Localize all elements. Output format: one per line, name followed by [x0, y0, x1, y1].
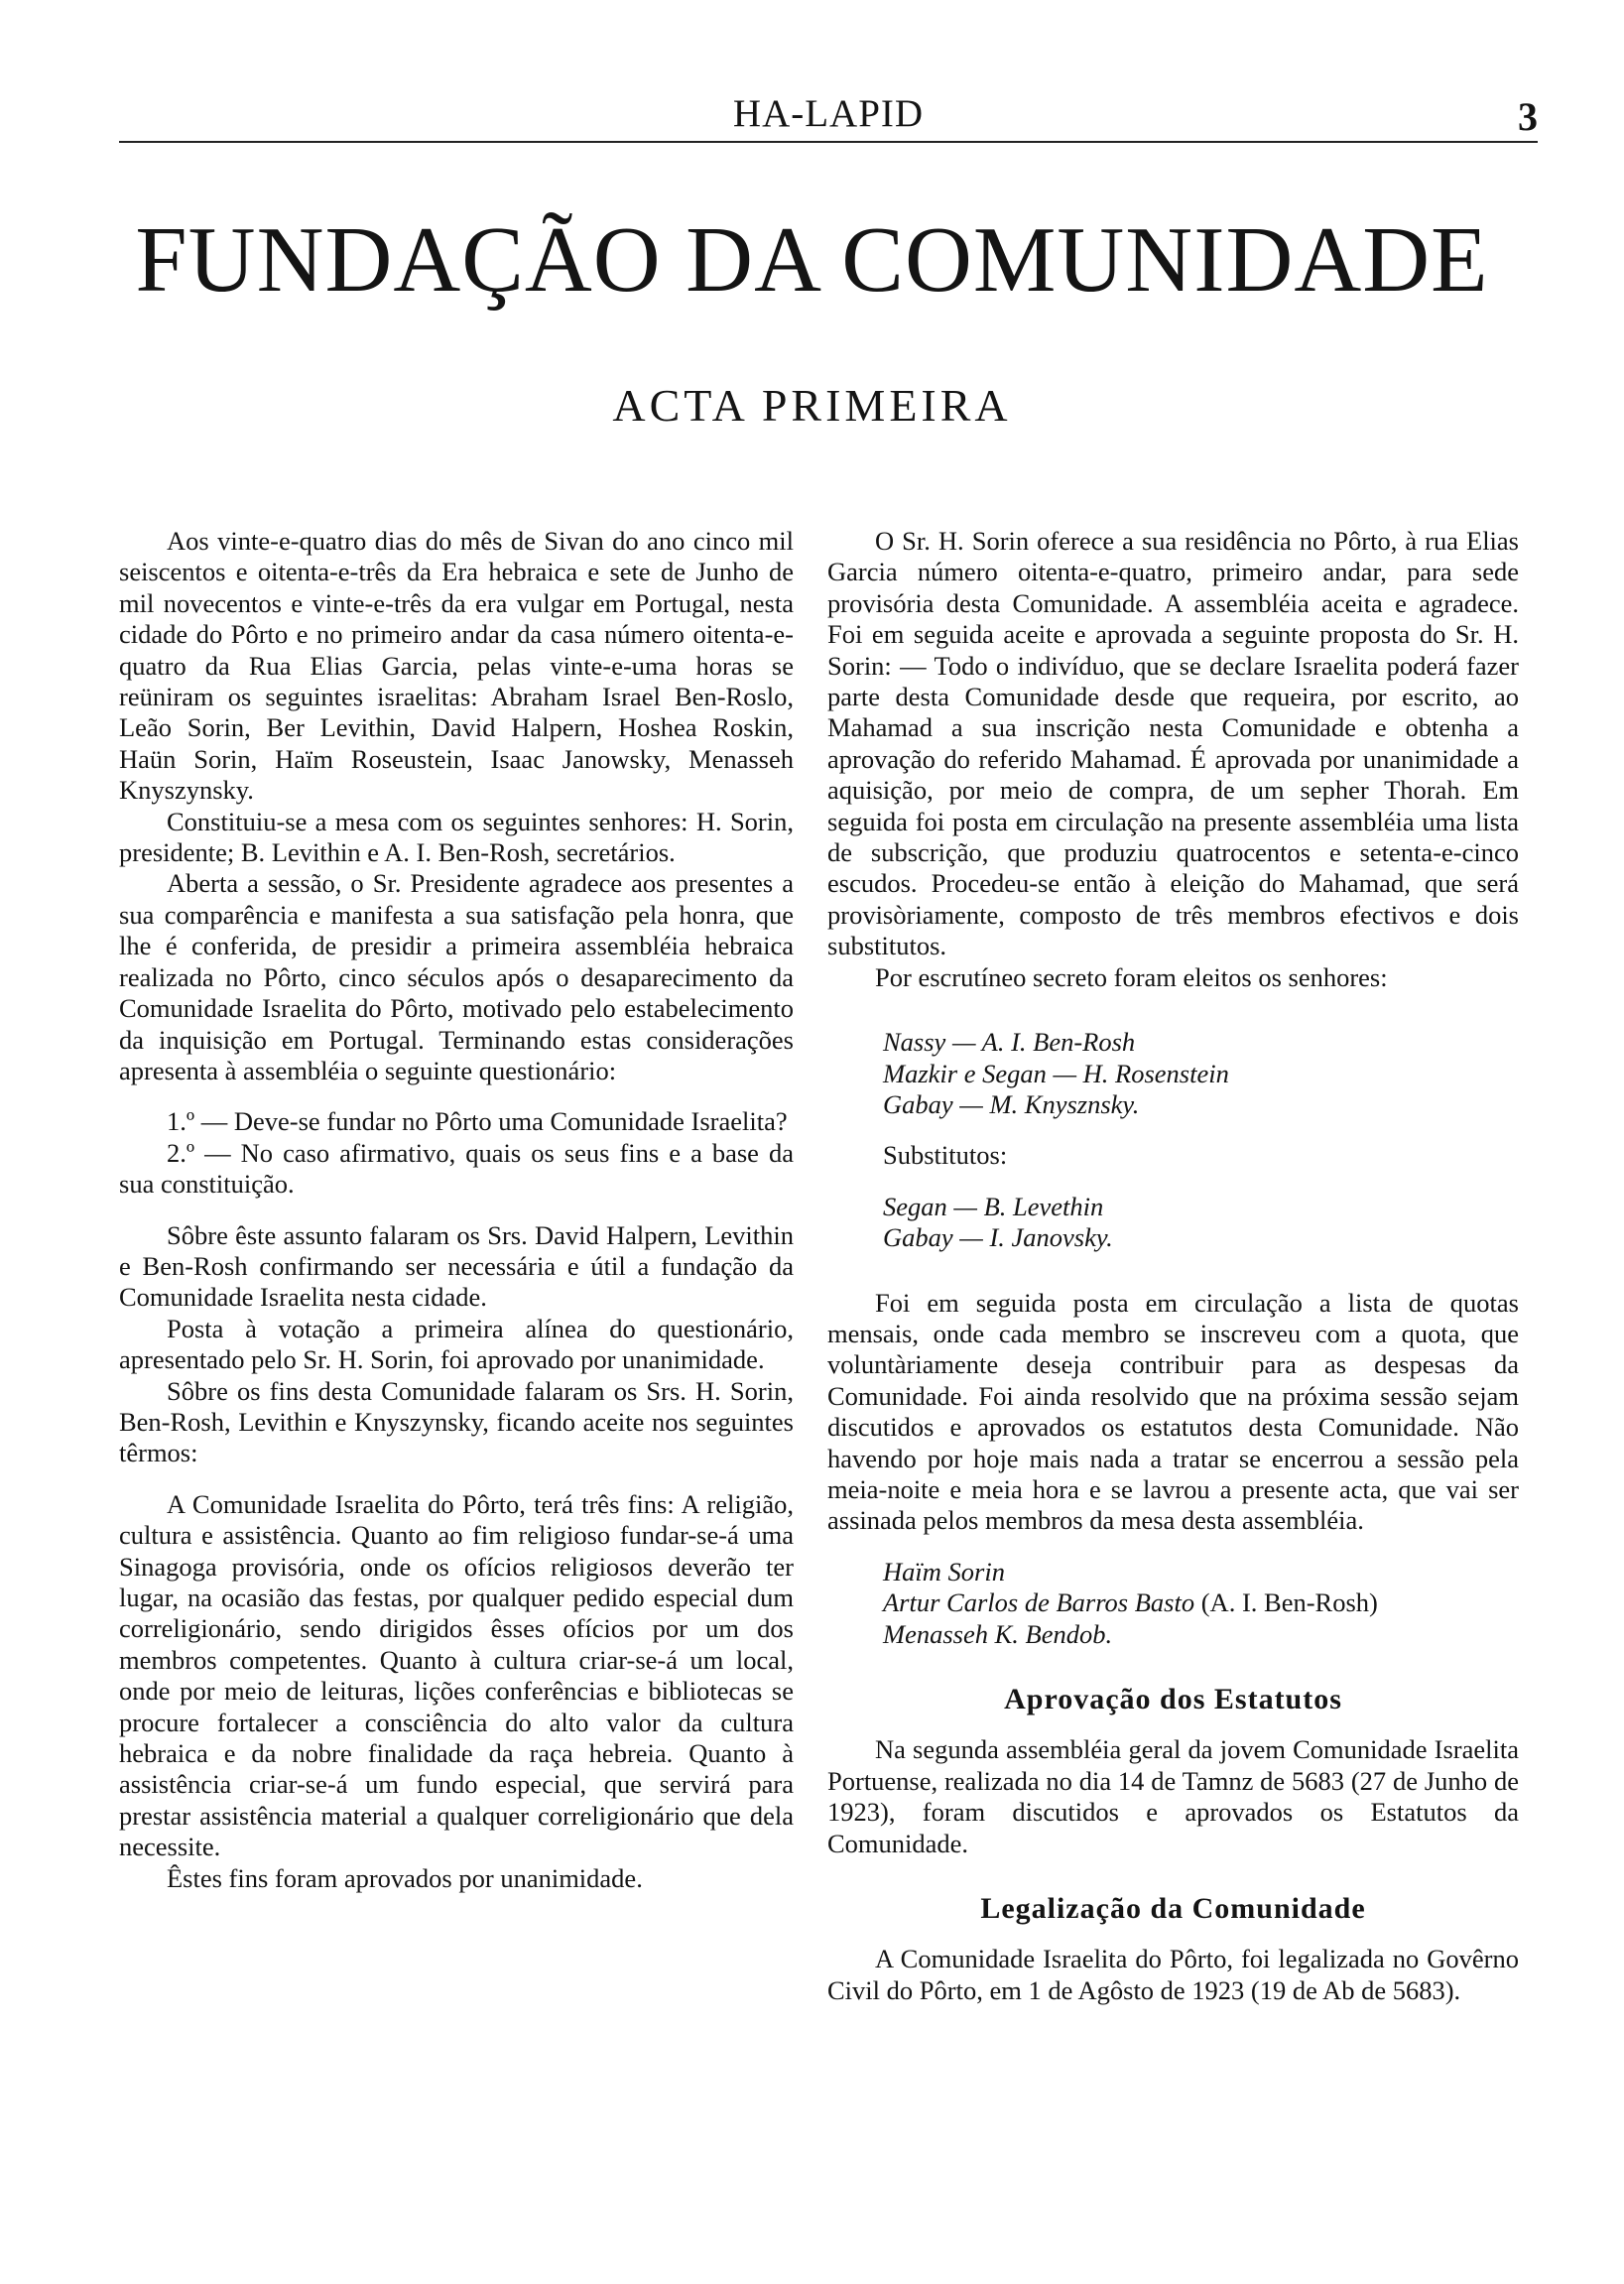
running-title: HA-LAPID	[732, 92, 925, 135]
signature: Menasseh K. Bendob.	[883, 1618, 1113, 1649]
page-number: 3	[1518, 94, 1538, 139]
question-2: 2.º — No caso afirmativo, quais os seus fins e a base da sua constituição.	[119, 1137, 794, 1200]
substitutes-label: Substitutos:	[883, 1140, 1008, 1171]
left-column	[119, 526, 794, 1894]
substitute-member: Segan — B. Levethin	[883, 1191, 1104, 1221]
paragraph: Constituiu-se a mesa com os seguintes senhores: H. Sorin, presidente; B. Levithin e A. I. Ben-Rosh, secretários.	[119, 806, 794, 868]
paragraph: O Sr. H. Sorin oferece a sua residência no Pôrto, à rua Elias Garcia número oitenta-e-quatro, primeiro andar, para sede provisória desta Comunidade. A assembléia aceita e agradece. Foi em seguida aceite e aprovada a seguinte proposta do Sr. H. Sorin: — Todo o indivíduo, que se declare Israelita poderá fazer parte desta Comunidade desde que requeira, por escrito, ao Mahamad a sua inscrição nesta Comunidade e obtenha a aprovação do referido Mahamad. É aprovada por unanimidade a aquisição, por meio de compra, de um sepher Thorah. Em seguida foi posta em circulação na presente assembléia uma lista de subscrição, que produziu quatrocentos e setenta-e-cinco escudos. Procedeu-se então à eleição do Mahamad, que será provisòriamente, composto de três membros efectivos e dois substitutos.	[827, 526, 1519, 961]
signature: Haïm Sorin	[883, 1556, 1005, 1586]
subtitle: ACTA PRIMEIRA	[612, 380, 1012, 431]
header-rule	[119, 141, 1538, 143]
elected-member: Gabay — M. Knysznsky.	[883, 1088, 1140, 1119]
paragraph: A Comunidade Israelita do Pôrto, terá três fins: A religião, cultura e assistência. Quanto ao fim religioso fundar-se-á uma Sinagoga provisória, onde os ofícios religiosos deverão ter lugar, na ocasião das festas, por qualquer pedido especial dum correligionário, sendo dirigidos êsses ofícios por um dos membros competentes. Quanto à cultura criar-se-á um local, onde por meio de leituras, lições conferências e bibliotecas se procure fortalecer a consciência do alto valor da cultura hebraica e da nobre finalidade da raça hebreia. Quanto à assistência criar-se-á um fundo especial, que servirá para prestar assistência material a qualquer correligionário que dela necessite.	[119, 1488, 794, 1862]
paragraph: Foi em seguida posta em circulação a lista de quotas mensais, onde cada membro se inscreveu com a quota, que voluntàriamente deseja contribuir para as despesas da Comunidade. Foi ainda resolvido que na próxima sessão sejam discutidos e aprovados os estatutos desta Comunidade. Não havendo por hoje mais nada a tratar se encerrou a sessão pela meia-noite e meia hora e se lavrou a presente acta, que vai ser assinada pelos membros da mesa desta assembléia.	[827, 1287, 1519, 1536]
section-heading: Aprovação dos Estatutos	[1004, 1683, 1342, 1715]
paragraph: Por escrutíneo secreto foram eleitos os senhores:	[875, 961, 1388, 992]
question-1: 1.º — Deve-se fundar no Pôrto uma Comunidade Israelita?	[167, 1106, 788, 1137]
paragraph: Na segunda assembléia geral da jovem Comunidade Israelita Portuense, realizada no dia 14 de Tamnz de 5683 (27 de Junho de 1923), foram discutidos e aprovados os Estatutos da Comunidade.	[827, 1734, 1519, 1858]
paragraph: Aberta a sessão, o Sr. Presidente agradece aos presentes a sua comparência e manifesta a sua satisfação pela honra, que lhe é conferida, de presidir a primeira assembléia hebraica realizada no Pôrto, cinco séculos após o desaparecimento da Comunidade Israelita do Pôrto, motivado pelo estabelecimento da inquisição em Portugal. Terminando estas considerações apresenta à assembléia o seguinte questionário:	[119, 868, 794, 1085]
substitutes-list	[827, 1192, 1519, 1254]
paragraph: Sôbre os fins desta Comunidade falaram os Srs. H. Sorin, Ben-Rosh, Levithin e Knyszynsky, ficando aceite nos seguintes têrmos:	[119, 1375, 794, 1468]
elected-list	[827, 1027, 1519, 1120]
paragraph: Aos vinte-e-quatro dias do mês de Sivan do ano cinco mil seiscentos e oitenta-e-três da Era hebraica e sete de Junho de mil novecentos e vinte-e-três da era vulgar em Portugal, nesta cidade do Pôrto e no primeiro andar da casa número oitenta-e-quatro da Rua Elias Garcia, pelas vinte-e-uma horas se reüniram os seguintes israelitas: Abraham Israel Ben-Roslo, Leão Sorin, Ber Levithin, David Halpern, Hoshea Roskin, Haün Sorin, Haïm Roseustein, Isaac Janowsky, Menasseh Knyszynsky.	[119, 526, 794, 806]
section-heading: Legalização da Comunidade	[980, 1892, 1366, 1926]
paragraph: Sôbre êste assunto falaram os Srs. David Halpern, Levithin e Ben-Rosh confirmando ser necessária e útil a fundação da Comunidade Israelita nesta cidade.	[119, 1219, 794, 1313]
main-title: FUNDAÇÃO DA COMUNIDADE	[135, 208, 1489, 312]
signatures	[827, 1557, 1519, 1650]
running-header	[119, 91, 1538, 147]
elected-member: Nassy — A. I. Ben-Rosh	[883, 1027, 1136, 1058]
signature: Artur Carlos de Barros Basto (A. I. Ben-Rosh)	[883, 1587, 1378, 1618]
paragraph: A Comunidade Israelita do Pôrto, foi legalizada no Govêrno Civil do Pôrto, em 1 de Agôsto de 1923 (19 de Ab de 5683).	[827, 1944, 1519, 2005]
elected-member: Mazkir e Segan — H. Rosenstein	[883, 1058, 1229, 1088]
right-column	[827, 526, 1519, 2006]
substitute-member: Gabay — I. Janovsky.	[883, 1222, 1113, 1253]
paragraph: Posta à votação a primeira alínea do questionário, apresentado pelo Sr. H. Sorin, foi aprovado por unanimidade.	[119, 1313, 794, 1375]
paragraph: Êstes fins foram aprovados por unanimidade.	[167, 1862, 643, 1893]
